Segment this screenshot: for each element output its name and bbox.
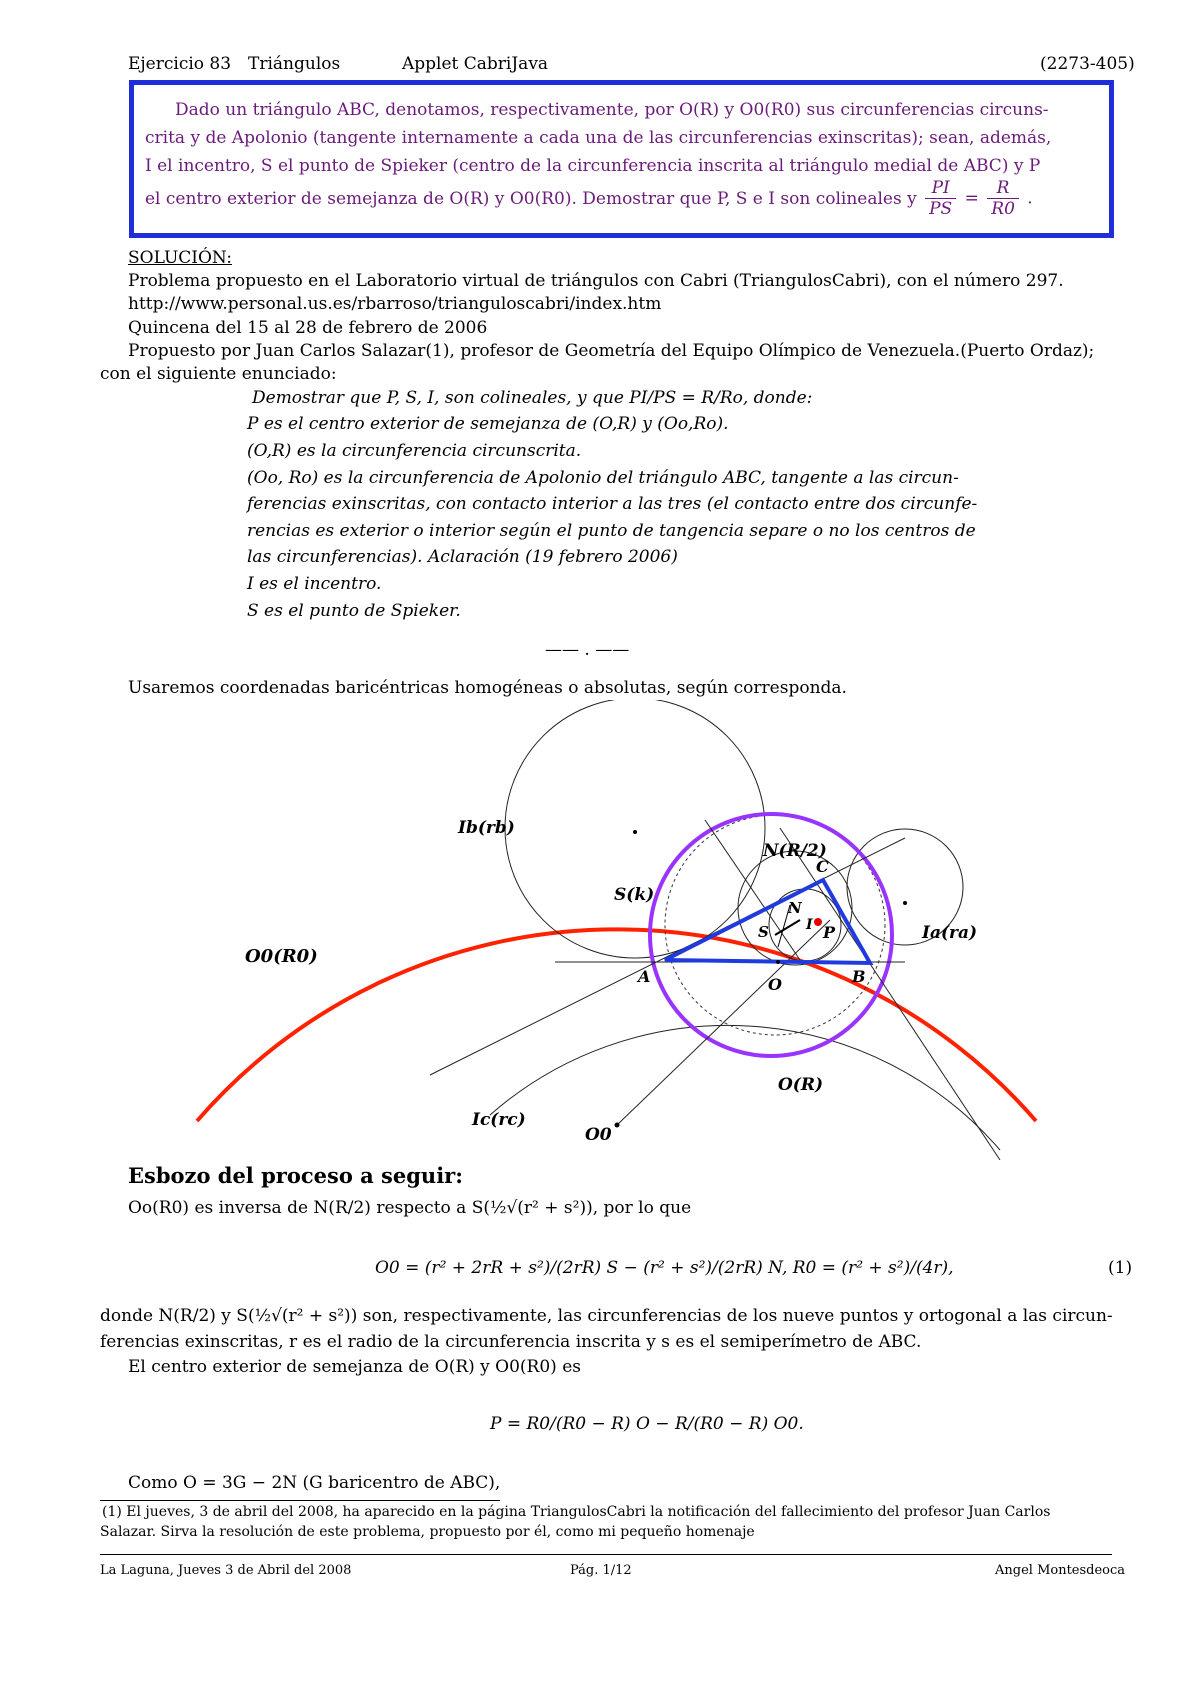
exercise-code: (2273-405) <box>1040 54 1135 74</box>
fraction-den: PS <box>929 199 953 219</box>
line-bc <box>780 828 1000 1160</box>
footer-page: Pág. 1/12 <box>570 1563 632 1578</box>
coords-sentence: Usaremos coordenadas baricéntricas homogéneas o absolutas, según corresponda. <box>128 678 847 698</box>
sketch-line-5: Como O = 3G − 2N (G baricentro de ABC), <box>128 1473 501 1493</box>
statement-line-1: Dado un triángulo ABC, denotamos, respectivamente, por O(R) y O0(R0) sus circunferencias circuns- <box>175 100 1049 120</box>
exercise-number: Ejercicio 83 <box>128 54 232 74</box>
sketch-line-4: El centro exterior de semejanza de O(R) y O0(R0) es <box>128 1357 581 1377</box>
statement-line-4 <box>145 178 1033 219</box>
equation-2: P = R0/(R0 − R) O − R/(R0 − R) O0. <box>490 1414 804 1434</box>
label-n: N <box>788 899 802 917</box>
fraction-num: PI <box>925 178 956 199</box>
exercise-topic: Triángulos <box>248 54 341 74</box>
footnote-line-1: (1) El jueves, 3 de abril del 2008, ha aparecido en la página TriangulosCabri la notificación del fallecimiento del profesor Juan Carlos <box>102 1504 1051 1520</box>
fraction-r-r0 <box>987 178 1019 219</box>
equation-1-number: (1) <box>1108 1258 1133 1278</box>
quote-line-8: I es el incentro. <box>247 574 382 594</box>
label-apollonius: O0(R0) <box>245 946 318 967</box>
label-c: C <box>816 857 829 876</box>
equation-1: O0 = (r² + 2rR + s²)/(2rR) S − (r² + s²)/(2rR) N, R0 = (r² + s²)/(4r), <box>375 1258 954 1278</box>
label-o: O <box>768 975 782 994</box>
footer-author: Angel Montesdeoca <box>995 1563 1126 1578</box>
label-o0: O0 <box>585 1125 612 1145</box>
solution-proposer-2: con el siguiente enunciado: <box>100 364 337 384</box>
solution-date: Quincena del 15 al 28 de febrero de 2006 <box>128 318 488 338</box>
quote-line-4: (Oo, Ro) es la circunferencia de Apolonio del triángulo ABC, tangente a las circun- <box>247 468 959 488</box>
label-s: S <box>758 923 769 941</box>
excircle-b <box>505 700 765 958</box>
footer-rule <box>100 1554 1112 1555</box>
footnote-rule <box>100 1500 500 1501</box>
segment-s-i <box>775 920 800 935</box>
label-p: P <box>823 923 836 942</box>
sketch-line-1: Oo(R0) es inversa de N(R/2) respecto a S(½√(r² + s²)), por lo que <box>128 1198 692 1218</box>
label-ic: Ic(rc) <box>472 1110 526 1130</box>
geometry-figure <box>0 700 1200 1160</box>
solution-paragraph: Problema propuesto en el Laboratorio virtual de triángulos con Cabri (TriangulosCabri), con el número 297. <box>128 271 1064 291</box>
statement-line-2: crita y de Apolonio (tangente internamente a cada una de las circunferencias exinscritas); sean, además, <box>145 128 1052 148</box>
footer-left: La Laguna, Jueves 3 de Abril del 2008 <box>100 1563 352 1578</box>
fraction-num: R <box>987 178 1019 199</box>
label-a: A <box>638 967 651 986</box>
quote-line-9: S es el punto de Spieker. <box>247 601 461 621</box>
sketch-line-2: donde N(R/2) y S(½√(r² + s²)) son, respectivamente, las circunferencias de los nueve puntos y ortogonal a las circun- <box>100 1306 1113 1326</box>
sketch-line-3: ferencias exinscritas, r es el radio de la circunferencia inscrita y s es el semiperímetro de ABC. <box>100 1332 922 1352</box>
applet-link[interactable]: Applet CabriJava <box>402 54 549 74</box>
fraction-den: R0 <box>991 199 1015 219</box>
label-i: I <box>806 917 813 933</box>
solution-url[interactable]: http://www.personal.us.es/rbarroso/trianguloscabri/index.htm <box>128 294 662 314</box>
label-circumcircle: O(R) <box>778 1075 824 1095</box>
label-ib: Ib(rb) <box>458 818 515 838</box>
quote-line-3: (O,R) es la circunferencia circunscrita. <box>247 441 582 461</box>
separator: —— . —— <box>545 640 630 660</box>
footnote-line-2: Salazar. Sirva la resolución de este problema, propuesto por él, como mi pequeño homenaje <box>100 1524 755 1540</box>
incenter-point <box>814 918 822 926</box>
solution-heading: SOLUCIÓN: <box>128 248 232 268</box>
point-o0 <box>615 1123 620 1128</box>
sketch-heading: Esbozo del proceso a seguir: <box>128 1163 463 1188</box>
label-nine-point: N(R/2) <box>763 841 827 861</box>
point-ib <box>633 830 637 834</box>
quote-line-1: Demostrar que P, S, I, son colineales, y que PI/PS = R/Ro, donde: <box>252 388 813 408</box>
point-o <box>776 960 780 964</box>
quote-line-5: ferencias exinscritas, con contacto interior a las tres (el contacto entre dos circunfe- <box>247 494 978 514</box>
statement-line-3: I el incentro, S el punto de Spieker (centro de la circunferencia inscrita al triángulo medial de ABC) y P <box>145 156 1041 176</box>
label-b: B <box>852 967 866 986</box>
quote-line-7: las circunferencias). Aclaración (19 febrero 2006) <box>247 547 678 567</box>
quote-line-6: rencias es exterior o interior según el punto de tangencia separe o no los centros de <box>247 521 976 541</box>
quote-line-2: P es el centro exterior de semejanza de (O,R) y (Oo,Ro). <box>247 414 729 434</box>
equals-sign: = <box>964 188 979 209</box>
statement-end: . <box>1027 188 1033 209</box>
point-ia <box>903 901 907 905</box>
statement-line-4-text: el centro exterior de semejanza de O(R) y O0(R0). Demostrar que P, S e I son colineales y <box>145 188 917 209</box>
solution-proposer: Propuesto por Juan Carlos Salazar(1), profesor de Geometría del Equipo Olímpico de Venezuela.(Puerto Ordaz); <box>128 341 1095 361</box>
label-ia: Ia(ra) <box>922 923 978 943</box>
label-spieker-circle: S(k) <box>614 885 655 905</box>
fraction-pi-ps <box>925 178 956 219</box>
